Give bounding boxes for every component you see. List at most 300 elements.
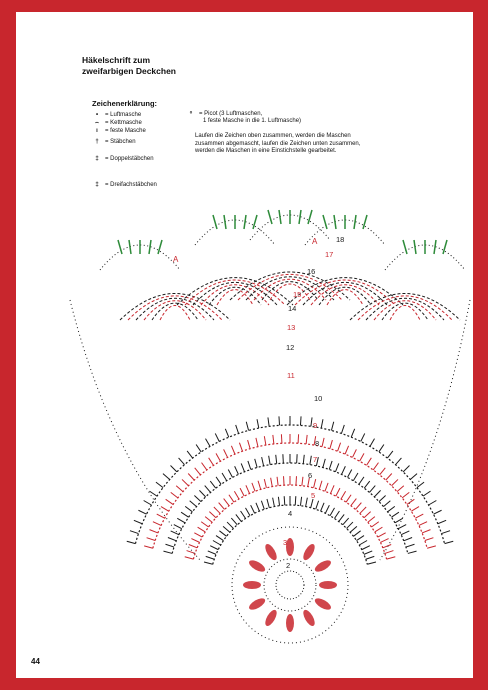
- stitch-mark: [127, 541, 136, 543]
- stitch-mark: [427, 546, 436, 548]
- right-edge: [380, 300, 470, 560]
- green-stitch: [334, 215, 336, 229]
- stitch-mark: [202, 463, 207, 470]
- stitch-mark: [273, 498, 275, 507]
- stitch-mark: [194, 533, 202, 537]
- stitch-mark: [235, 466, 239, 474]
- petal-shape: [313, 596, 333, 612]
- stitch-mark: [303, 455, 304, 464]
- legend-heading: Zeichenerklärung:: [92, 99, 158, 108]
- stitch-mark: [306, 435, 307, 444]
- stitch-mark: [231, 446, 234, 454]
- stitch-mark: [199, 490, 205, 497]
- stitch-mark: [130, 531, 139, 534]
- stitch-mark: [209, 512, 216, 518]
- green-stitch: [268, 210, 272, 224]
- stitch-mark: [157, 514, 165, 518]
- stitch-mark: [210, 546, 218, 550]
- stitch-mark: [171, 492, 178, 498]
- stitch-mark: [385, 551, 394, 554]
- fan-row: [374, 301, 436, 320]
- stitch-mark: [177, 518, 185, 523]
- stitch-mark: [314, 479, 316, 488]
- round-number-label: 3: [283, 538, 288, 547]
- stitch-mark: [168, 538, 176, 541]
- stitch-mark: [215, 433, 219, 441]
- stitch-mark: [322, 438, 324, 447]
- stitch-mark: [144, 546, 153, 548]
- stitch-mark: [216, 453, 220, 461]
- stitch-mark: [231, 518, 237, 525]
- stitch-mark: [411, 507, 419, 512]
- stitch-mark: [348, 469, 352, 477]
- stitch-mark: [201, 522, 208, 527]
- green-stitch: [279, 210, 281, 224]
- chain-symbol-icon: •: [95, 112, 99, 118]
- green-stitch: [363, 215, 367, 229]
- page-number: 44: [31, 657, 40, 666]
- stitch-mark: [185, 506, 192, 511]
- stitch-mark: [331, 422, 333, 431]
- stitch-mark: [271, 478, 273, 487]
- stitch-mark: [415, 514, 423, 518]
- stitch-mark: [341, 491, 346, 499]
- stitch-mark: [325, 505, 329, 513]
- stitch-mark: [236, 514, 241, 521]
- stitch-mark: [228, 469, 232, 477]
- stitch-mark: [255, 459, 257, 468]
- stitch-mark: [419, 522, 427, 526]
- stitch-mark: [198, 527, 206, 532]
- stitch-mark: [343, 518, 349, 525]
- stitch-mark: [316, 501, 319, 510]
- stitch-mark: [378, 533, 386, 537]
- stitch-mark: [252, 483, 255, 491]
- fan-row: [319, 287, 371, 305]
- instruction-text: Laufen die Zeichen oben zusammen, werden die Maschen zusammen abgemascht, laufen die Zeichen unten zusammen, werden die Maschen in eine Einstichstelle gearbeitet.: [195, 133, 361, 154]
- stitch-mark: [388, 506, 395, 511]
- stitch-mark: [425, 538, 434, 541]
- fan-row: [136, 298, 214, 320]
- stitch-mark: [269, 456, 270, 465]
- stitch-mark: [300, 416, 301, 425]
- stitch-mark: [284, 496, 285, 505]
- stitch-mark: [387, 557, 396, 559]
- stitch-mark: [278, 497, 279, 506]
- stitch-mark: [369, 486, 375, 493]
- stitch-mark: [339, 514, 344, 521]
- green-stitch: [118, 240, 122, 254]
- round-number-label: 15: [293, 290, 302, 299]
- stitch-mark: [256, 438, 258, 447]
- stitch-mark: [189, 544, 197, 547]
- stitch-mark: [246, 422, 248, 431]
- stitch-mark: [236, 425, 239, 434]
- stitch-mark: [330, 508, 335, 516]
- stitch-mark: [355, 503, 361, 510]
- stitch-mark: [392, 479, 398, 485]
- stitch-mark: [403, 465, 409, 471]
- stitch-mark: [442, 531, 451, 534]
- stitch-mark: [321, 419, 323, 428]
- stitch-mark: [391, 512, 398, 517]
- stitch-mark: [347, 522, 353, 528]
- stitch-mark: [195, 468, 201, 475]
- fan-row: [120, 294, 230, 321]
- stitch-mark: [277, 477, 278, 486]
- stitch-mark: [262, 457, 264, 466]
- fan-row: [246, 277, 334, 300]
- round-number-label: 5: [311, 491, 316, 500]
- fan-row: [358, 296, 452, 320]
- stitch-mark: [191, 539, 199, 543]
- round-number-label: 16: [307, 267, 316, 276]
- stitch-mark: [134, 520, 142, 523]
- green-stitch: [253, 215, 257, 229]
- stitch-mark: [268, 417, 269, 426]
- green-stitch: [403, 240, 407, 254]
- stitch-mark: [204, 562, 213, 564]
- stitch-mark: [351, 429, 354, 437]
- fan-row: [128, 296, 222, 320]
- stitch-mark: [163, 551, 172, 553]
- fan-row: [144, 301, 206, 320]
- green-stitch: [244, 215, 246, 229]
- stitch-mark: [346, 495, 351, 502]
- stitch-mark: [353, 531, 360, 536]
- stitch-mark: [345, 446, 348, 454]
- stitch-mark: [364, 512, 371, 518]
- stitch-mark: [395, 518, 403, 523]
- stitch-mark: [406, 544, 415, 547]
- stitch-mark: [353, 473, 358, 481]
- stitch-mark: [379, 495, 386, 501]
- stitch-mark: [156, 482, 163, 487]
- stitch-mark: [387, 451, 392, 458]
- stitch-mark: [241, 511, 246, 518]
- stitch-mark: [395, 458, 401, 465]
- stitch-mark: [188, 473, 194, 480]
- legend-label: = feste Masche: [105, 128, 146, 134]
- stitch-mark: [330, 485, 334, 493]
- stitch-mark: [404, 538, 412, 541]
- fan-row: [287, 278, 403, 305]
- stitch-mark: [190, 501, 197, 507]
- stitch-mark: [364, 551, 372, 554]
- stitch-mark: [321, 503, 324, 511]
- petal-shape: [247, 596, 267, 612]
- stitch-mark: [179, 458, 185, 465]
- stitch-mark: [383, 544, 391, 547]
- stitch-mark: [357, 536, 364, 541]
- fan-row: [350, 294, 460, 321]
- green-stitch: [129, 240, 131, 254]
- stitch-mark: [171, 531, 179, 535]
- round-number-label: 17: [325, 250, 334, 259]
- stitch-mark: [208, 551, 216, 554]
- legend-label: = Kettmasche: [105, 120, 142, 126]
- stitch-mark: [325, 483, 328, 491]
- stitch-mark: [373, 463, 378, 470]
- green-stitch: [213, 215, 217, 229]
- petal-shape: [286, 614, 294, 632]
- stitch-mark: [330, 440, 333, 449]
- round-number-label: 18: [336, 235, 345, 244]
- stitch-mark: [422, 530, 430, 533]
- stitch-mark: [150, 530, 158, 533]
- stitch-mark: [166, 544, 175, 547]
- stitch-mark: [351, 499, 356, 506]
- stitch-mark: [335, 463, 338, 471]
- petal-shape: [263, 608, 279, 628]
- stitch-mark: [410, 474, 417, 480]
- stitch-mark: [367, 562, 376, 564]
- stitch-mark: [216, 536, 223, 541]
- stitch-mark: [206, 556, 215, 559]
- petal-shape: [313, 558, 333, 574]
- green-stitch: [414, 240, 416, 254]
- green-stitch: [323, 215, 327, 229]
- stitch-mark: [210, 481, 215, 488]
- petal-shape: [247, 558, 267, 574]
- stitch-mark: [276, 455, 277, 464]
- fan-row: [177, 278, 293, 305]
- round-number-label: 11: [287, 371, 295, 380]
- stitch-mark: [380, 539, 388, 543]
- stitch-mark: [334, 511, 339, 518]
- fan-row: [193, 282, 277, 305]
- stitch-mark: [359, 477, 364, 484]
- round-number-label: 13: [287, 323, 296, 332]
- stitch-mark: [407, 499, 414, 504]
- stitch-mark: [273, 435, 274, 444]
- green-stitch: [354, 215, 356, 229]
- stitch-mark: [438, 520, 446, 523]
- round-number-label: 6: [308, 471, 313, 480]
- green-stitch: [149, 240, 151, 254]
- stitch-mark: [241, 463, 244, 471]
- stitch-mark: [360, 453, 364, 461]
- stitch-mark: [258, 481, 261, 490]
- stitch-mark: [323, 459, 325, 468]
- stitch-mark: [264, 436, 266, 445]
- green-stitch: [158, 240, 162, 254]
- center-ring: [276, 571, 304, 599]
- round-number-label: 12: [286, 343, 295, 352]
- slip-stitch-symbol-icon: ⌢: [95, 120, 99, 126]
- stitch-mark: [386, 473, 392, 480]
- stitch-mark: [360, 507, 366, 513]
- stitch-mark: [214, 507, 220, 513]
- stitch-mark: [223, 526, 230, 532]
- stitch-mark: [281, 434, 282, 443]
- stitch-mark: [209, 458, 214, 466]
- stitch-mark: [298, 434, 299, 443]
- stitch-mark: [310, 456, 311, 465]
- stitch-mark: [224, 449, 228, 457]
- stitch-mark: [219, 503, 225, 510]
- fan-row: [366, 298, 444, 320]
- stitch-mark: [246, 508, 251, 516]
- round-number-label: 8: [315, 439, 320, 448]
- stitch-mark: [401, 531, 409, 535]
- stitch-mark: [174, 525, 182, 529]
- green-stitch: [308, 210, 312, 224]
- double-crochet-symbol-icon: †: [95, 139, 99, 145]
- stitch-mark: [329, 461, 332, 470]
- stitch-mark: [423, 491, 430, 496]
- stitch-mark: [227, 522, 233, 528]
- petal-shape: [286, 538, 294, 556]
- fan-row: [295, 280, 395, 305]
- stitch-mark: [219, 531, 226, 536]
- stitch-mark: [187, 451, 192, 458]
- stitch-mark: [370, 439, 375, 447]
- fan-row: [230, 272, 350, 300]
- title-line-1: Häkelschrift zum: [82, 55, 151, 65]
- stitch-mark: [181, 512, 188, 517]
- petal-shape: [301, 542, 317, 562]
- marker-a-label: A: [173, 255, 179, 264]
- stitch-mark: [161, 507, 169, 512]
- stitch-mark: [194, 495, 201, 501]
- stitch-mark: [264, 479, 266, 488]
- stitch-mark: [138, 510, 146, 514]
- green-stitch: [434, 240, 436, 254]
- stitch-mark: [257, 419, 259, 428]
- fan-row: [390, 306, 420, 321]
- treble-crochet-symbol-icon: ‡: [95, 156, 99, 162]
- stitch-mark: [163, 474, 170, 480]
- stitch-mark: [374, 490, 380, 497]
- stitch-mark: [261, 501, 264, 510]
- stitch-mark: [267, 499, 269, 508]
- picot-label-1: = Picot (3 Luftmaschen,: [199, 111, 263, 117]
- petal-shape: [243, 581, 261, 589]
- stitch-mark: [144, 501, 152, 506]
- stitch-mark: [359, 541, 367, 546]
- stitch-mark: [196, 444, 201, 451]
- fan-row: [160, 306, 190, 321]
- title-line-2: zweifarbigen Deckchen: [82, 66, 177, 76]
- stitch-mark: [246, 485, 250, 493]
- stitch-mark: [170, 465, 176, 471]
- legend-label: = Luftmasche: [105, 112, 142, 118]
- stitch-mark: [225, 429, 228, 437]
- stitch-mark: [311, 499, 313, 508]
- stitch-mark: [379, 444, 384, 451]
- picot-symbol-icon: ᵒ: [189, 111, 193, 117]
- stitch-mark: [402, 492, 409, 498]
- petal-shape: [301, 608, 317, 628]
- picot-label-2: 1 feste Masche in die 1. Luftmasche): [203, 118, 302, 124]
- stitch-mark: [311, 417, 312, 426]
- single-crochet-symbol-icon: ı: [96, 128, 98, 134]
- stitch-mark: [361, 433, 365, 441]
- stitch-mark: [408, 551, 417, 553]
- stitch-mark: [206, 439, 211, 447]
- stitch-mark: [205, 517, 212, 523]
- stitch-mark: [205, 486, 211, 493]
- stitch-mark: [341, 425, 344, 434]
- stitch-mark: [375, 527, 383, 532]
- stitch-mark: [234, 491, 239, 499]
- stitch-mark: [366, 556, 375, 559]
- fan-row: [270, 284, 310, 300]
- stitch-mark: [380, 468, 386, 475]
- legend-label: = Doppelstäbchen: [105, 156, 154, 162]
- stitch-mark: [350, 526, 357, 532]
- stitch-mark: [295, 496, 296, 505]
- stitch-mark: [300, 497, 301, 506]
- stitch-mark: [182, 479, 188, 485]
- stitch-mark: [248, 461, 251, 470]
- stitch-mark: [336, 488, 340, 496]
- stitch-mark: [433, 510, 441, 514]
- stitch-mark: [216, 477, 221, 484]
- stitch-mark: [306, 498, 308, 507]
- stitch-mark: [429, 501, 437, 506]
- round-number-label: 14: [288, 304, 297, 313]
- stitch-mark: [166, 499, 173, 504]
- stitch-mark: [417, 482, 424, 487]
- stitch-mark: [240, 488, 244, 496]
- stitch-mark: [251, 505, 255, 513]
- stitch-mark: [147, 538, 156, 541]
- stitch-mark: [368, 517, 375, 523]
- stitch-mark: [371, 522, 378, 527]
- stitch-mark: [296, 476, 297, 485]
- stitch-mark: [213, 541, 221, 546]
- green-stitch: [443, 240, 447, 254]
- stitch-mark: [397, 486, 404, 492]
- stitch-mark: [185, 557, 194, 559]
- stitch-mark: [342, 466, 346, 474]
- round-number-label: 9: [313, 421, 318, 430]
- green-stitch: [224, 215, 226, 229]
- double-treble-symbol-icon: ‡: [95, 182, 99, 188]
- stitch-mark: [364, 481, 369, 488]
- stitch-mark: [319, 481, 322, 490]
- stitch-mark: [222, 473, 227, 481]
- legend-label: = Dreifachstäbchen: [105, 182, 157, 188]
- stitch-mark: [239, 443, 242, 451]
- stitch-mark: [224, 499, 229, 506]
- petal-shape: [263, 542, 279, 562]
- round-number-label: 7: [313, 455, 318, 464]
- stitch-mark: [302, 477, 303, 486]
- stitch-mark: [176, 486, 183, 492]
- stitch-mark: [352, 449, 356, 457]
- stitch-mark: [383, 501, 390, 507]
- stitch-mark: [153, 522, 161, 526]
- stitch-mark: [229, 495, 234, 502]
- stitch-mark: [279, 416, 280, 425]
- round-number-label: 4: [288, 509, 293, 518]
- stitch-mark: [256, 503, 259, 511]
- legend-label: = Stäbchen: [105, 139, 136, 145]
- round-number-label: 2: [286, 561, 291, 570]
- marker-a-label: A: [312, 237, 318, 246]
- green-stitch: [299, 210, 301, 224]
- stitch-mark: [248, 440, 251, 449]
- stitch-mark: [445, 541, 454, 543]
- stitch-mark: [284, 476, 285, 485]
- stitch-mark: [338, 443, 341, 451]
- fan-row: [185, 280, 285, 305]
- stitch-mark: [367, 458, 372, 466]
- round-number-label: 10: [314, 394, 323, 403]
